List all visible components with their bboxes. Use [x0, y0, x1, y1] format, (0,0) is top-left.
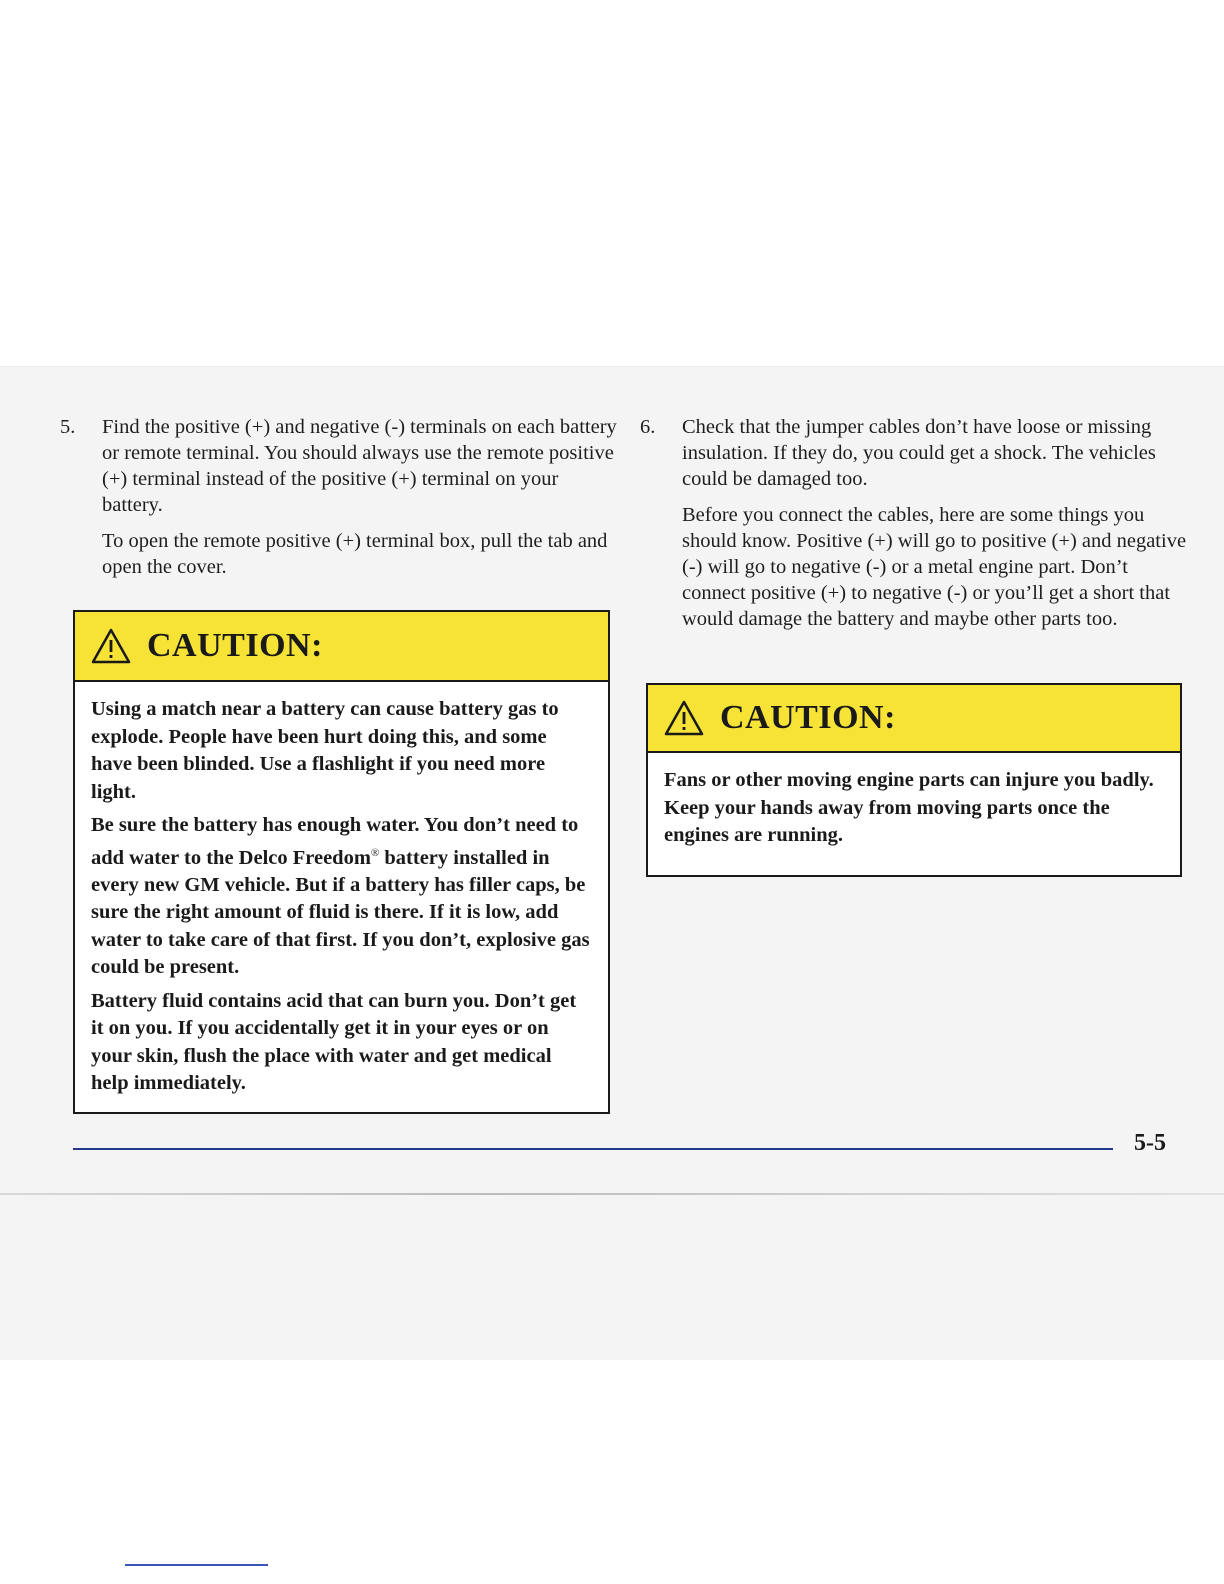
step-paragraph: To open the remote positive (+) terminal box, pull the tab and open the cover. — [102, 530, 608, 578]
caution-paragraph — [91, 812, 592, 982]
page-number: 5-5 — [1134, 1130, 1166, 1156]
bottom-mark — [125, 1564, 268, 1566]
caution-box-fans — [646, 683, 1182, 877]
caution-body — [648, 753, 1180, 850]
left-column — [60, 414, 620, 580]
caution-body — [75, 682, 608, 1098]
caution-paragraph: Fans or other moving engine parts can injure you badly. Keep your hands away from moving parts once the engines are running. — [664, 769, 1154, 846]
caution-paragraph: Battery fluid contains acid that can burn you. Don’t get it on you. If you accidentally get it in your eyes or on your skin, flush the place with water and get medical help immediately. — [91, 989, 577, 1095]
page-edge-bottom — [0, 1193, 1224, 1195]
warning-triangle-icon — [664, 700, 704, 736]
caution-text: battery installed in every new GM vehicle. But if a battery has filler caps, be sure the right amount of fluid is there. If it is low, add water to take care of that first. If you don’t, explosive gas could be present. — [91, 846, 590, 979]
warning-triangle-icon — [91, 628, 131, 664]
step-5 — [60, 414, 620, 518]
step-number: 5. — [60, 416, 76, 438]
step-text: Find the positive (+) and negative (-) terminals on each battery or remote terminal. You should always use the remote positive (+) terminal instead of the positive (+) terminal on your battery. — [102, 416, 617, 516]
caution-paragraph: Using a match near a battery can cause battery gas to explode. People have been hurt doing this, and some have been blinded. Use a flashlight if you need more light. — [91, 698, 559, 803]
right-column — [640, 414, 1190, 632]
caution-title: CAUTION: — [147, 627, 323, 664]
caution-text: Be sure the battery has enough water. You don’t need to add water to the Delco Freedom — [91, 814, 579, 869]
step-paragraph: Before you connect the cables, here are some things you should know. Positive (+) will go to positive (+) and negative (-) will go to negative (-) or a metal engine part. Don’t connect positive (+) to negative (-) or you’ll get a short that would damage the battery and maybe other parts too. — [682, 504, 1187, 630]
page-edge-top — [0, 366, 1224, 367]
registered-mark: ® — [370, 846, 380, 859]
caution-header — [648, 685, 1180, 753]
caution-box-battery — [73, 610, 610, 1114]
step-number: 6. — [640, 416, 656, 438]
step-6 — [640, 414, 1190, 492]
caution-header — [75, 612, 608, 682]
footer-rule — [73, 1148, 1113, 1150]
caution-title: CAUTION: — [720, 699, 896, 736]
step-text: Check that the jumper cables don’t have loose or missing insulation. If they do, you could get a shock. The vehicles could be damaged too. — [682, 416, 1156, 490]
